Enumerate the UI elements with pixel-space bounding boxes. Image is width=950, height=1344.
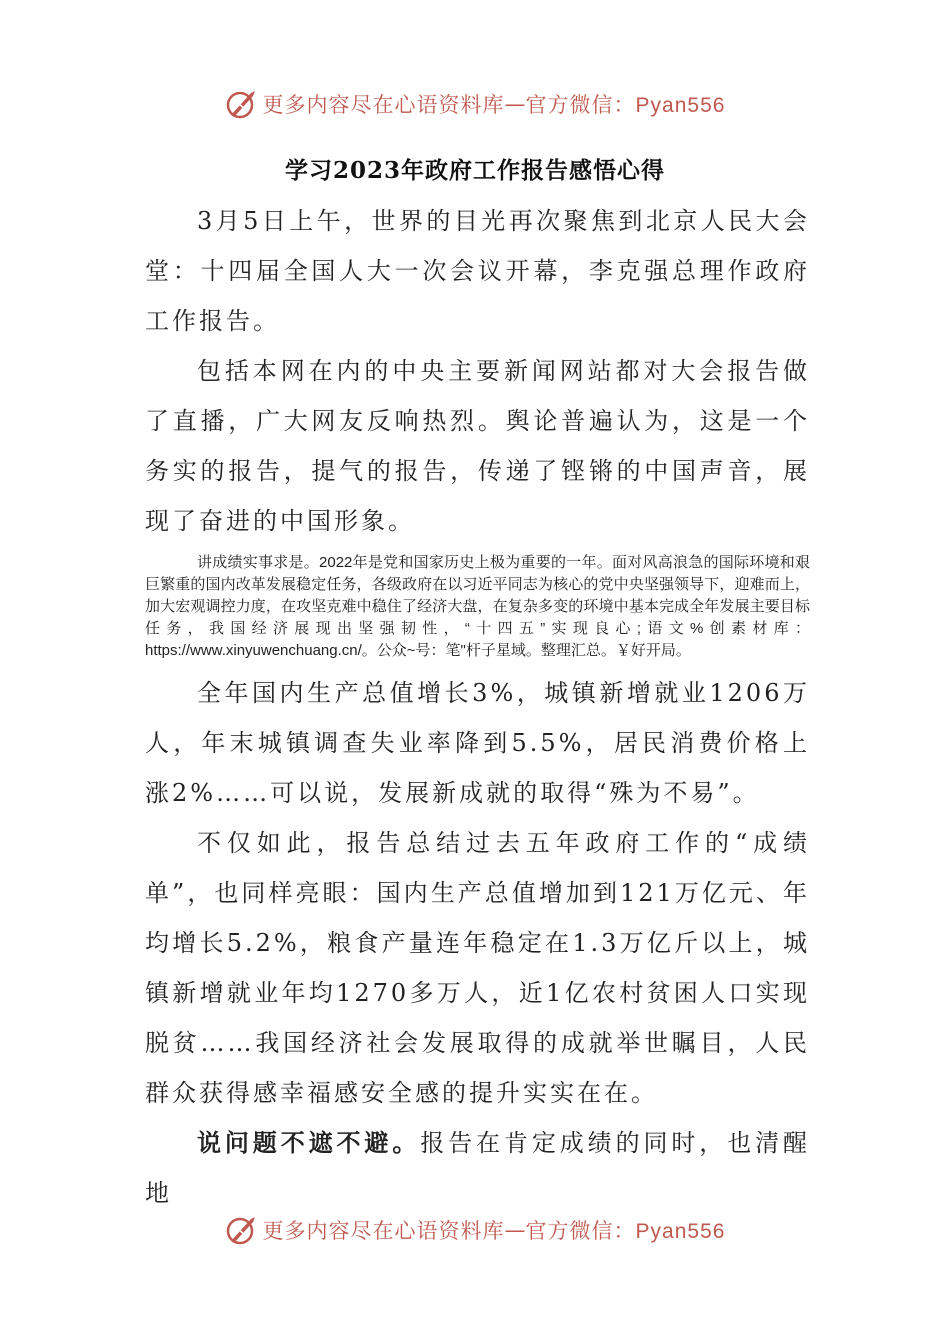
banner-wechat: 官方微信：Pyan556 [525, 1220, 726, 1243]
header-banner [0, 80, 950, 128]
banner-text: 更多内容尽在心语资料库 [262, 1219, 505, 1243]
paragraph-last [145, 1118, 810, 1218]
document-body [145, 196, 810, 1218]
small-paragraph: 讲成绩实事求是。2022年是党和国家历史上极为重要的一年。面对风高浪急的国际环境和艰巨繁重的国内改革发展稳定任务，各级政府在以习近平同志为核心的党中央坚强领导下，迎难而上，加大宏观调控力度，在攻坚克难中稳住了经济大盘，在复杂多变的环境中基本完成全年发展主要目标任务，我国经济展现出坚强韧性，“十四五”实现良心;语文%创素材库：https://www.xinyuwenchuang.cn/。公众~号：笔"杆子星域。整理汇总。￥好开局。 [145, 554, 810, 659]
bold-lead: 说问题不遮不避。 [197, 1128, 421, 1157]
quill-logo-icon [225, 1213, 259, 1247]
quill-logo-icon [225, 87, 259, 121]
banner-separator: — [504, 1218, 526, 1242]
paragraph: 包括本网在内的中央主要新闻网站都对大会报告做了直播，广大网友反响热烈。舆论普遍认为，这是一个务实的报告，提气的报告，传递了铿锵的中国声音，展现了奋进的中国形象。 [145, 357, 810, 535]
paragraph: 全年国内生产总值增长3%，城镇新增就业1206万人，年末城镇调查失业率降到5.5%，居民消费价格上涨2%……可以说，发展新成就的取得“殊为不易”。 [145, 679, 810, 807]
paragraph: 不仅如此，报告总结过去五年政府工作的“成绩单”，也同样亮眼：国内生产总值增加到121万亿元、年均增长5.2%，粮食产量连年稳定在1.3万亿斤以上，城镇新增就业年均1270多万人，近1亿农村贫困人口实现脱贫……我国经济社会发展取得的成就举世瞩目，人民群众获得感幸福感安全感的提升实实在在。 [145, 829, 810, 1107]
paragraph: 3月5日上午，世界的目光再次聚焦到北京人民大会堂：十四届全国人大一次会议开幕，李克强总理作政府工作报告。 [145, 207, 810, 335]
banner-wechat: 官方微信：Pyan556 [525, 94, 726, 117]
document-title: 学习2023年政府工作报告感悟心得 [284, 157, 665, 184]
banner-text: 更多内容尽在心语资料库 [262, 93, 505, 117]
paragraph-text: 报告在肯定成绩的同时，也清醒地 [145, 1129, 811, 1207]
banner-separator: — [504, 92, 526, 116]
footer-banner [0, 1206, 950, 1254]
